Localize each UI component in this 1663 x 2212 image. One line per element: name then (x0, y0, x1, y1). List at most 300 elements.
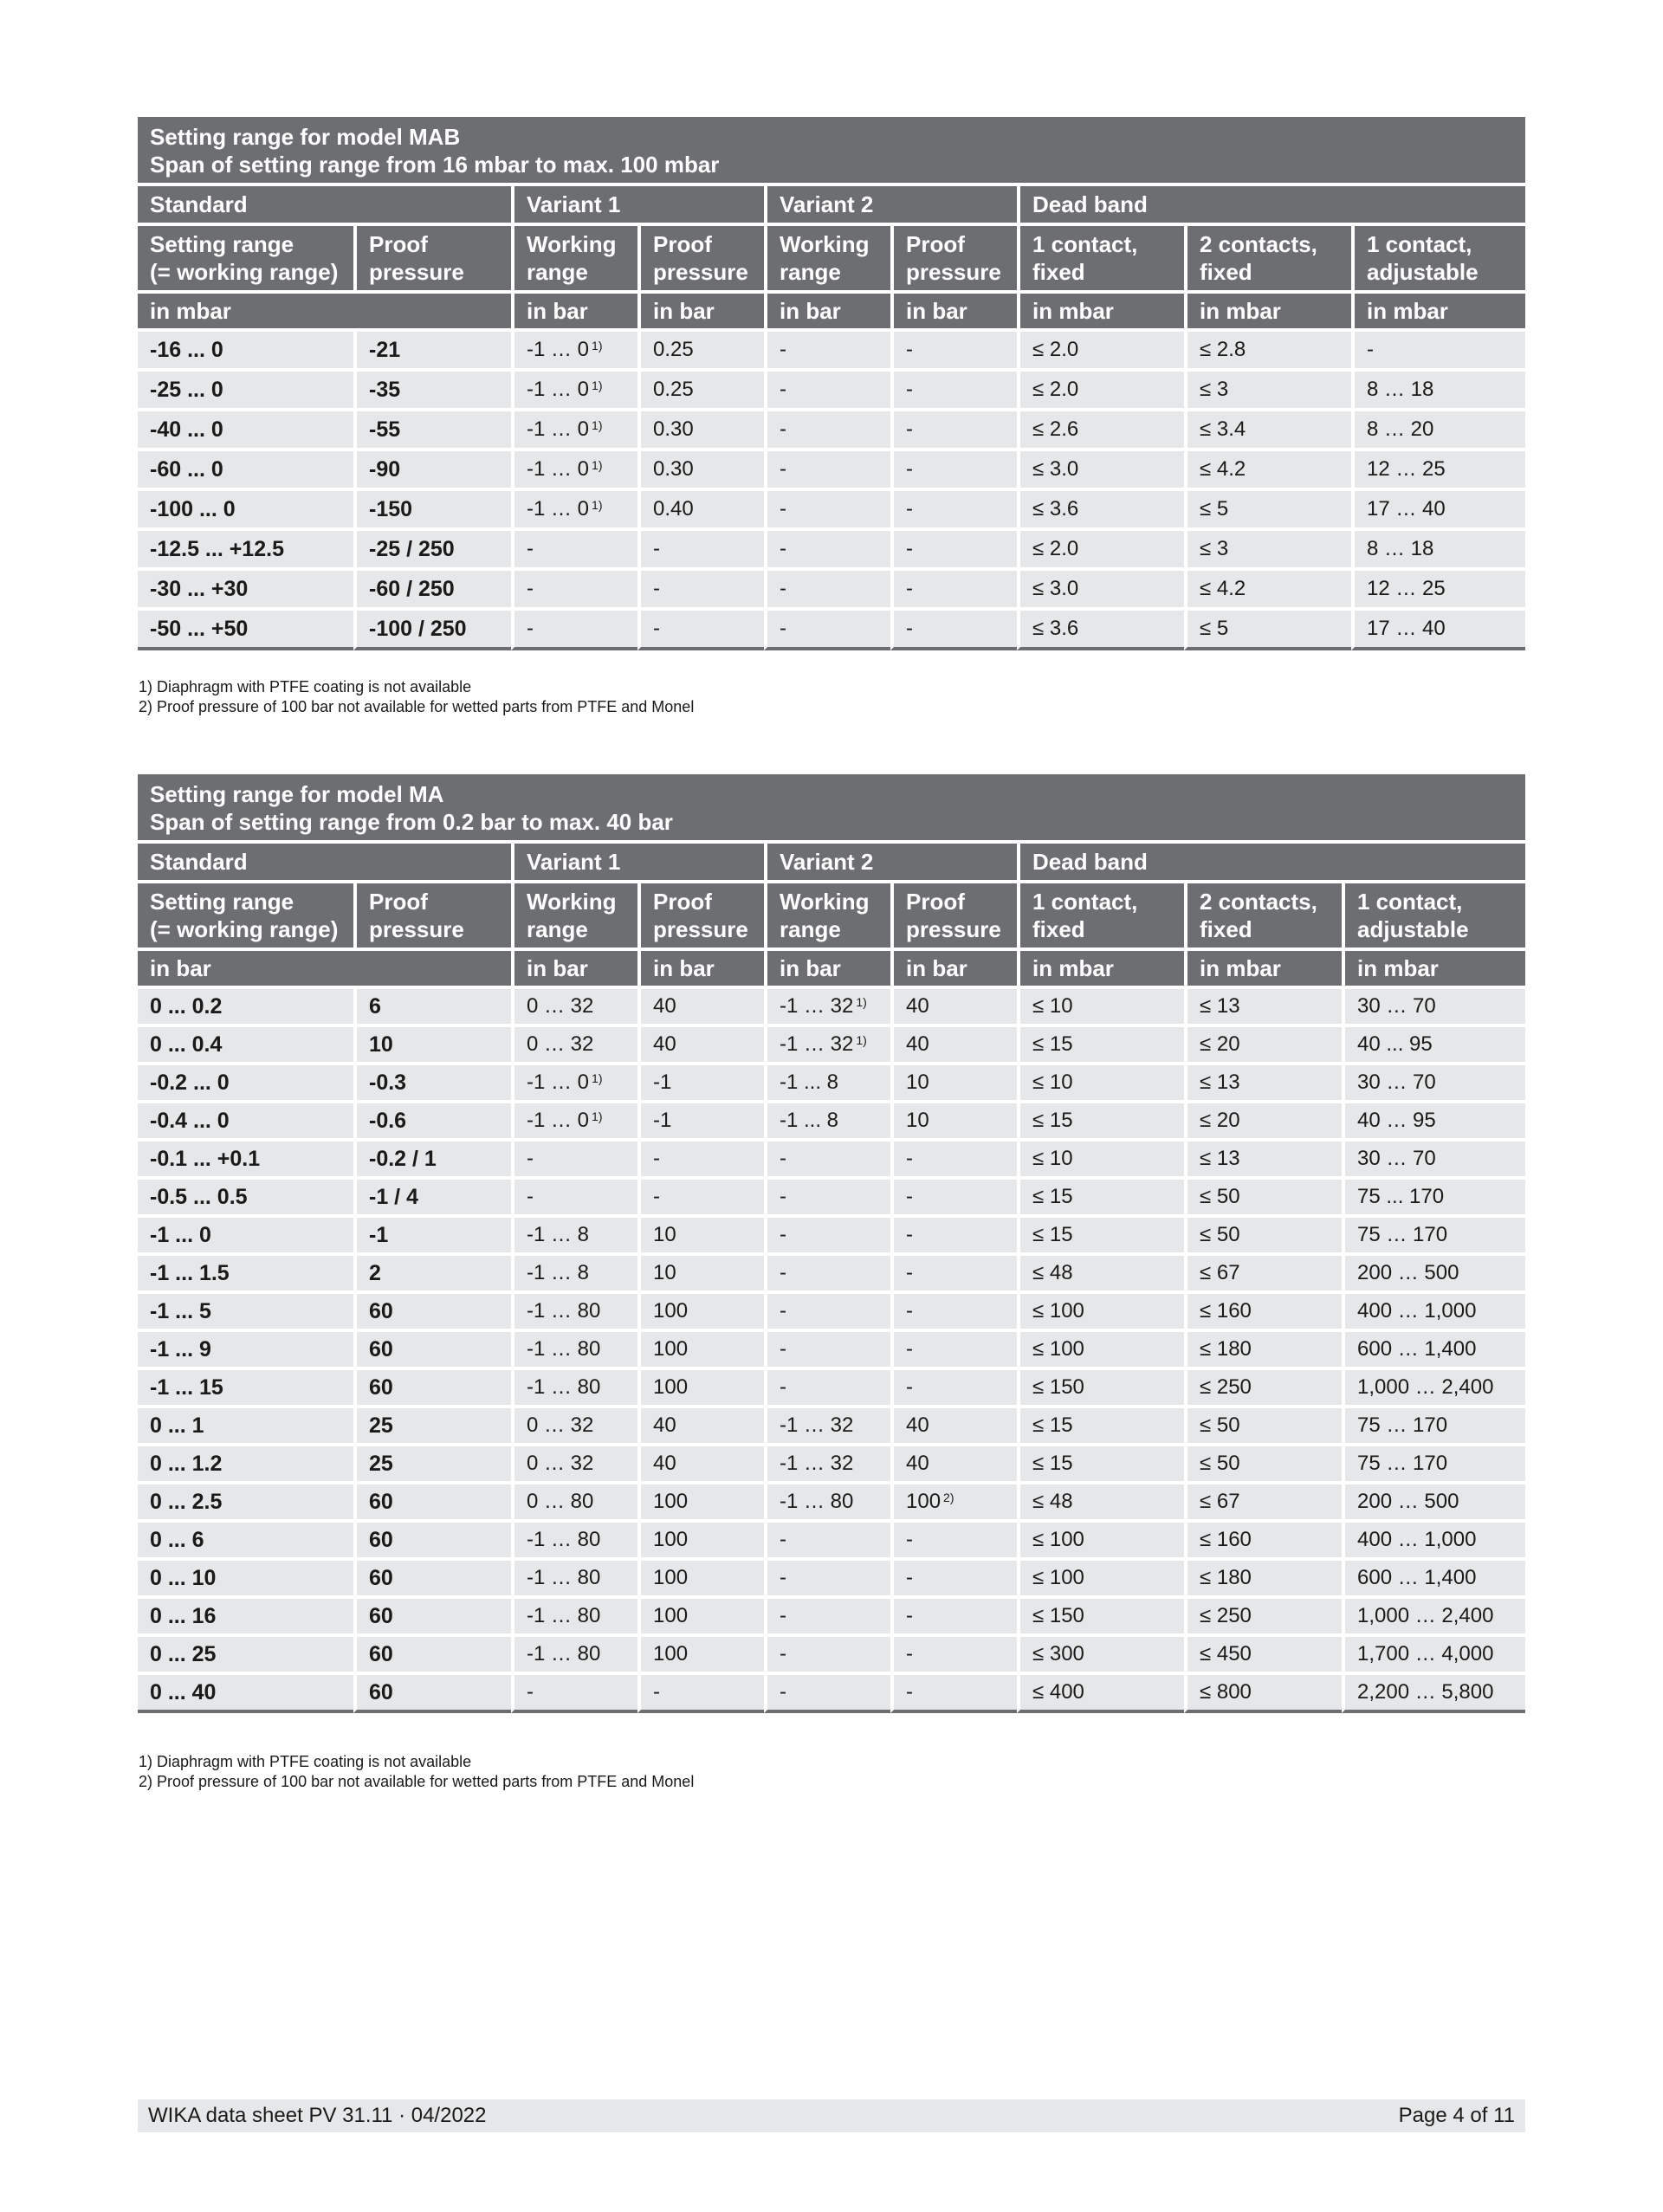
cell-value: - (906, 1147, 913, 1170)
table-mab (138, 117, 1525, 650)
cell-value: 60 (369, 1642, 393, 1666)
cell-value: - (653, 1147, 660, 1170)
table-cell (764, 567, 890, 607)
cell-value: -60 / 250 (369, 577, 455, 601)
cell-value: 30 … 70 (1357, 994, 1436, 1018)
cell-value: - (906, 457, 913, 481)
table-cell (138, 1214, 353, 1252)
table-cell (1184, 1252, 1342, 1290)
cell-value: 10 (369, 1032, 393, 1057)
table-cell (764, 1138, 890, 1176)
cell-value: 8 … 18 (1367, 378, 1434, 401)
unit-label: in bar (511, 290, 637, 328)
cell-value: 60 (369, 1299, 393, 1323)
cell-value: 75 … 170 (1357, 1223, 1448, 1246)
table-cell (353, 1062, 511, 1100)
col-header: Proof pressure (637, 223, 764, 290)
table-cell (511, 448, 637, 488)
cell-value: 0.25 (653, 378, 694, 401)
cell-value: ≤ 3.0 (1032, 457, 1079, 481)
table-cell (890, 1100, 1017, 1138)
cell-value: ≤ 800 (1200, 1680, 1252, 1704)
table-cell (1342, 1405, 1525, 1443)
table-cell (764, 607, 890, 650)
table-cell (353, 527, 511, 567)
table-cell (1351, 328, 1525, 368)
cell-value: - (527, 617, 534, 640)
table-row (138, 1633, 1525, 1672)
cell-value: 100 (653, 1299, 689, 1323)
table-cell (764, 1557, 890, 1595)
cell-value: - (906, 1261, 913, 1284)
cell-value: - (906, 1642, 913, 1665)
cell-value: -50 ... +50 (150, 617, 249, 641)
table-cell (353, 1100, 511, 1138)
table-cell (1017, 408, 1184, 448)
footnote-mark: 1) (592, 498, 603, 512)
cell-value: 75 … 170 (1357, 1452, 1448, 1475)
unit-label: in bar (511, 948, 637, 986)
table-cell (138, 986, 353, 1024)
table-cell (511, 1519, 637, 1557)
table-cell (890, 1176, 1017, 1214)
cell-value: -0.1 ... +0.1 (150, 1147, 261, 1171)
cell-value: - (653, 537, 660, 560)
table-cell (637, 567, 764, 607)
group-variant-2: Variant 2 (764, 183, 1017, 223)
cell-value: 25 (369, 1413, 393, 1438)
cell-value: ≤ 20 (1200, 1032, 1240, 1056)
table-cell (1184, 1176, 1342, 1214)
table-cell (637, 1481, 764, 1519)
table-row (138, 1024, 1525, 1062)
cell-value: 100 (653, 1528, 689, 1551)
cell-value: ≤ 100 (1032, 1528, 1084, 1551)
cell-value: - (527, 1680, 534, 1704)
cell-value: - (780, 338, 786, 361)
cell-value: - (906, 1223, 913, 1246)
col-header: Working range (764, 880, 890, 948)
footnote: 1) Diaphragm with PTFE coating is not available (139, 678, 472, 695)
table-cell (637, 1557, 764, 1595)
table-row (138, 368, 1525, 408)
cell-value: 10 (906, 1109, 929, 1132)
unit-label: in bar (764, 948, 890, 986)
table-body (138, 986, 1525, 1713)
cell-value: 100 (653, 1337, 689, 1361)
table-cell (138, 1557, 353, 1595)
table-cell (637, 448, 764, 488)
table-cell (511, 1329, 637, 1367)
cell-value: - (1367, 338, 1374, 361)
table-cell (353, 1557, 511, 1595)
table-cell (353, 986, 511, 1024)
table-row (138, 1595, 1525, 1633)
table-title: Setting range for model MAB Span of setting range from 16 mbar to max. 100 mbar (138, 117, 1525, 183)
table-cell (1342, 1443, 1525, 1481)
cell-value: 40 (653, 1452, 676, 1475)
table-cell (1017, 1405, 1184, 1443)
table-cell (1184, 1405, 1342, 1443)
cell-value: 100 (653, 1604, 689, 1627)
table-cell (764, 1367, 890, 1405)
table-cell (511, 1176, 637, 1214)
footnote: 2) Proof pressure of 100 bar not available for wetted parts from PTFE and Monel (139, 1773, 695, 1790)
unit-label: in mbar (1017, 290, 1184, 328)
table-cell (138, 1595, 353, 1633)
table-cell (1017, 1252, 1184, 1290)
col-header: Proof pressure (890, 223, 1017, 290)
cell-value: -0.2 ... 0 (150, 1070, 230, 1095)
cell-value: - (780, 1261, 786, 1284)
cell-value: -30 ... +30 (150, 577, 249, 601)
cell-value: ≤ 100 (1032, 1566, 1084, 1589)
cell-value: -1 ... 5 (150, 1299, 211, 1323)
cell-value: - (780, 1299, 786, 1323)
table-cell (353, 368, 511, 408)
table-cell (353, 448, 511, 488)
table-cell (1017, 448, 1184, 488)
table-cell (511, 1557, 637, 1595)
table-cell (1017, 1290, 1184, 1329)
cell-value: -1 (369, 1223, 389, 1247)
table-cell (764, 1481, 890, 1519)
table-cell (138, 1633, 353, 1672)
table-cell (890, 328, 1017, 368)
cell-value: -1 … 0 (527, 1109, 590, 1132)
table-cell (1184, 1024, 1342, 1062)
unit-label: in mbar (1342, 948, 1525, 986)
cell-value: 30 … 70 (1357, 1070, 1436, 1094)
footer-document-id: WIKA data sheet PV 31.11 · 04/2022 (148, 2104, 487, 2127)
table-cell (890, 1557, 1017, 1595)
table-row (138, 448, 1525, 488)
cell-value: 75 ... 170 (1357, 1185, 1445, 1208)
cell-value: 100 (653, 1490, 689, 1513)
table-cell (138, 328, 353, 368)
table-cell (1342, 1595, 1525, 1633)
cell-value: ≤ 450 (1200, 1642, 1252, 1665)
table-cell (1017, 567, 1184, 607)
cell-value: 1,700 … 4,000 (1357, 1642, 1494, 1665)
cell-value: ≤ 160 (1200, 1299, 1252, 1323)
table-cell (138, 1405, 353, 1443)
table-cell (1017, 1367, 1184, 1405)
cell-value: - (906, 497, 913, 521)
cell-value: -0.3 (369, 1070, 407, 1095)
footnote-mark: 1) (856, 995, 867, 1009)
cell-value: 0 ... 0.4 (150, 1032, 223, 1057)
table-cell (1017, 1443, 1184, 1481)
table-cell (890, 1024, 1017, 1062)
table-cell (637, 1290, 764, 1329)
table-cell (764, 1633, 890, 1672)
table-cell (890, 1252, 1017, 1290)
cell-value: -25 ... 0 (150, 378, 223, 402)
table-row (138, 1519, 1525, 1557)
cell-value: ≤ 15 (1032, 1109, 1073, 1132)
cell-value: -1 … 0 (527, 1070, 590, 1094)
table-cell (511, 368, 637, 408)
table-cell (1184, 527, 1351, 567)
table-cell (138, 1252, 353, 1290)
table-cell (1342, 1672, 1525, 1713)
table-cell (1342, 1481, 1525, 1519)
cell-value: 0.30 (653, 417, 694, 441)
table-cell (1017, 1481, 1184, 1519)
cell-value: - (906, 577, 913, 600)
cell-value: ≤ 250 (1200, 1375, 1252, 1399)
table-cell (511, 527, 637, 567)
cell-value: 0 ... 40 (150, 1680, 217, 1704)
table-cell (1184, 368, 1351, 408)
unit-label: in bar (764, 290, 890, 328)
cell-value: ≤ 180 (1200, 1337, 1252, 1361)
table-cell (511, 1252, 637, 1290)
cell-value: ≤ 2.0 (1032, 338, 1079, 361)
cell-value: 0 ... 16 (150, 1604, 217, 1628)
table-cell (353, 1443, 511, 1481)
table-cell (511, 1062, 637, 1100)
footnote: 2) Proof pressure of 100 bar not available for wetted parts from PTFE and Monel (139, 698, 695, 715)
table-cell (637, 1138, 764, 1176)
cell-value: 10 (653, 1223, 676, 1246)
table-cell (764, 1595, 890, 1633)
col-header: Proof pressure (890, 880, 1017, 948)
cell-value: ≤ 50 (1200, 1452, 1240, 1475)
table-cell (890, 1329, 1017, 1367)
table-cell (1184, 1633, 1342, 1672)
cell-value: -1 (653, 1109, 672, 1132)
cell-value: ≤ 150 (1032, 1375, 1084, 1399)
table-cell (637, 1329, 764, 1367)
cell-value: ≤ 48 (1032, 1261, 1073, 1284)
table-cell (890, 488, 1017, 527)
cell-value: -21 (369, 338, 401, 362)
table-cell (1342, 1214, 1525, 1252)
cell-value: 40 (906, 1452, 929, 1475)
table-cell (890, 1481, 1017, 1519)
col-header: 1 contact, fixed (1017, 223, 1184, 290)
unit-label: in bar (138, 948, 511, 986)
table-cell (1017, 527, 1184, 567)
table-ma (138, 774, 1525, 1713)
table-body (138, 328, 1525, 650)
unit-label: in mbar (1351, 290, 1525, 328)
unit-label: in bar (890, 948, 1017, 986)
cell-value: - (780, 1566, 786, 1589)
table-cell (1342, 1176, 1525, 1214)
cell-value: - (780, 1185, 786, 1208)
cell-value: -1 ... 8 (780, 1109, 839, 1132)
cell-value: ≤ 15 (1032, 1452, 1073, 1475)
cell-value: - (906, 1375, 913, 1399)
table-cell (637, 1214, 764, 1252)
table-cell (511, 1595, 637, 1633)
table-cell (637, 1443, 764, 1481)
table-cell (1342, 1519, 1525, 1557)
table-cell (511, 408, 637, 448)
cell-value: 100 (906, 1490, 942, 1513)
footnote-mark: 1) (592, 1109, 603, 1123)
table-cell (1017, 328, 1184, 368)
table-row (138, 1062, 1525, 1100)
unit-label: in mbar (1017, 948, 1184, 986)
table-cell (353, 488, 511, 527)
cell-value: - (780, 577, 786, 600)
cell-value: ≤ 3.0 (1032, 577, 1079, 600)
cell-value: - (906, 1185, 913, 1208)
table-cell (890, 1062, 1017, 1100)
table-cell (511, 1672, 637, 1713)
table-cell (890, 1595, 1017, 1633)
cell-value: 0 ... 1.2 (150, 1452, 223, 1476)
cell-value: 0 ... 25 (150, 1642, 217, 1666)
table-cell (1342, 986, 1525, 1024)
table-cell (764, 986, 890, 1024)
cell-value: ≤ 15 (1032, 1185, 1073, 1208)
cell-value: -1 … 0 (527, 457, 590, 481)
cell-value: 100 (653, 1375, 689, 1399)
col-header: Proof pressure (353, 223, 511, 290)
cell-value: 0.25 (653, 338, 694, 361)
cell-value: -1 … 80 (527, 1337, 601, 1361)
table-cell (890, 567, 1017, 607)
footnote-mark: 1) (592, 1071, 603, 1085)
table-cell (637, 488, 764, 527)
cell-value: ≤ 50 (1200, 1413, 1240, 1437)
cell-value: 0 … 32 (527, 1413, 594, 1437)
cell-value: - (906, 378, 913, 401)
table-cell (353, 1176, 511, 1214)
cell-value: -1 … 0 (527, 497, 590, 521)
table-cell (511, 607, 637, 650)
cell-value: -1 … 80 (780, 1490, 854, 1513)
cell-value: 60 (369, 1566, 393, 1590)
cell-value: -1 … 8 (527, 1261, 590, 1284)
cell-value: ≤ 100 (1032, 1299, 1084, 1323)
footnote-mark: 2) (943, 1491, 954, 1504)
table-cell (890, 408, 1017, 448)
cell-value: 40 (906, 1032, 929, 1056)
table-row (138, 1214, 1525, 1252)
footnotes-ma (139, 1752, 694, 1792)
cell-value: 0 ... 1 (150, 1413, 204, 1438)
unit-label: in mbar (1184, 290, 1351, 328)
cell-value: 0 ... 2.5 (150, 1490, 223, 1514)
table-cell (1184, 567, 1351, 607)
cell-value: 60 (369, 1528, 393, 1552)
cell-value: 1,000 … 2,400 (1357, 1375, 1494, 1399)
table-title: Setting range for model MA Span of setting range from 0.2 bar to max. 40 bar (138, 774, 1525, 840)
col-header: 2 contacts, fixed (1184, 223, 1351, 290)
table-cell (1017, 1633, 1184, 1672)
col-header: 1 contact, adjustable (1342, 880, 1525, 948)
cell-value: -1 … 80 (527, 1642, 601, 1665)
cell-value: -1 / 4 (369, 1185, 418, 1209)
cell-value: 40 (653, 1413, 676, 1437)
table-row (138, 1672, 1525, 1713)
table-cell (1017, 1214, 1184, 1252)
table-cell (511, 1290, 637, 1329)
cell-value: ≤ 3.6 (1032, 617, 1079, 640)
table-cell (1351, 368, 1525, 408)
cell-value: ≤ 150 (1032, 1604, 1084, 1627)
cell-value: 600 … 1,400 (1357, 1337, 1477, 1361)
cell-value: 12 … 25 (1367, 457, 1446, 481)
table-cell (1184, 1214, 1342, 1252)
table-cell (890, 986, 1017, 1024)
table-cell (1351, 488, 1525, 527)
table-cell (1184, 986, 1342, 1024)
cell-value: - (780, 1375, 786, 1399)
cell-value: -1 … 32 (780, 1413, 854, 1437)
cell-value: ≤ 2.8 (1200, 338, 1246, 361)
table-cell (1184, 1329, 1342, 1367)
table-cell (1342, 1367, 1525, 1405)
table-cell (138, 1138, 353, 1176)
table-cell (353, 1595, 511, 1633)
table-cell (1184, 408, 1351, 448)
footnote: 1) Diaphragm with PTFE coating is not available (139, 1753, 472, 1770)
col-header: 1 contact, adjustable (1351, 223, 1525, 290)
cell-value: -100 / 250 (369, 617, 467, 641)
table-row (138, 1481, 1525, 1519)
cell-value: -40 ... 0 (150, 417, 223, 442)
cell-value: -0.6 (369, 1109, 407, 1133)
footnote-mark: 1) (592, 378, 603, 392)
table-cell (637, 1100, 764, 1138)
table-cell (1184, 448, 1351, 488)
table-cell (764, 1672, 890, 1713)
table-cell (138, 1519, 353, 1557)
cell-value: 200 … 500 (1357, 1490, 1459, 1513)
cell-value: ≤ 10 (1032, 994, 1073, 1018)
cell-value: -1 ... 8 (780, 1070, 839, 1094)
table-cell (890, 1290, 1017, 1329)
table-cell (511, 488, 637, 527)
table-cell (764, 1252, 890, 1290)
cell-value: -1 ... 15 (150, 1375, 223, 1400)
cell-value: - (906, 338, 913, 361)
cell-value: 0 … 32 (527, 1452, 594, 1475)
table-row (138, 607, 1525, 650)
cell-value: 200 … 500 (1357, 1261, 1459, 1284)
table-cell (138, 1443, 353, 1481)
table-cell (1342, 1557, 1525, 1595)
cell-value: ≤ 3.6 (1032, 497, 1079, 521)
cell-value: 40 (906, 994, 929, 1018)
table-cell (890, 1214, 1017, 1252)
table-cell (764, 488, 890, 527)
cell-value: - (906, 1528, 913, 1551)
table-cell (637, 1633, 764, 1672)
table-cell (764, 1176, 890, 1214)
col-header: Setting range (= working range) (138, 880, 353, 948)
cell-value: 60 (369, 1375, 393, 1400)
page-footer (138, 2099, 1525, 2132)
table-cell (637, 527, 764, 567)
table-cell (1184, 1100, 1342, 1138)
footnotes-mab (139, 677, 694, 717)
cell-value: -90 (369, 457, 401, 482)
col-header: Working range (764, 223, 890, 290)
table-cell (764, 1100, 890, 1138)
cell-value: - (653, 1185, 660, 1208)
table-row (138, 567, 1525, 607)
table-cell (138, 488, 353, 527)
table-cell (1017, 1329, 1184, 1367)
